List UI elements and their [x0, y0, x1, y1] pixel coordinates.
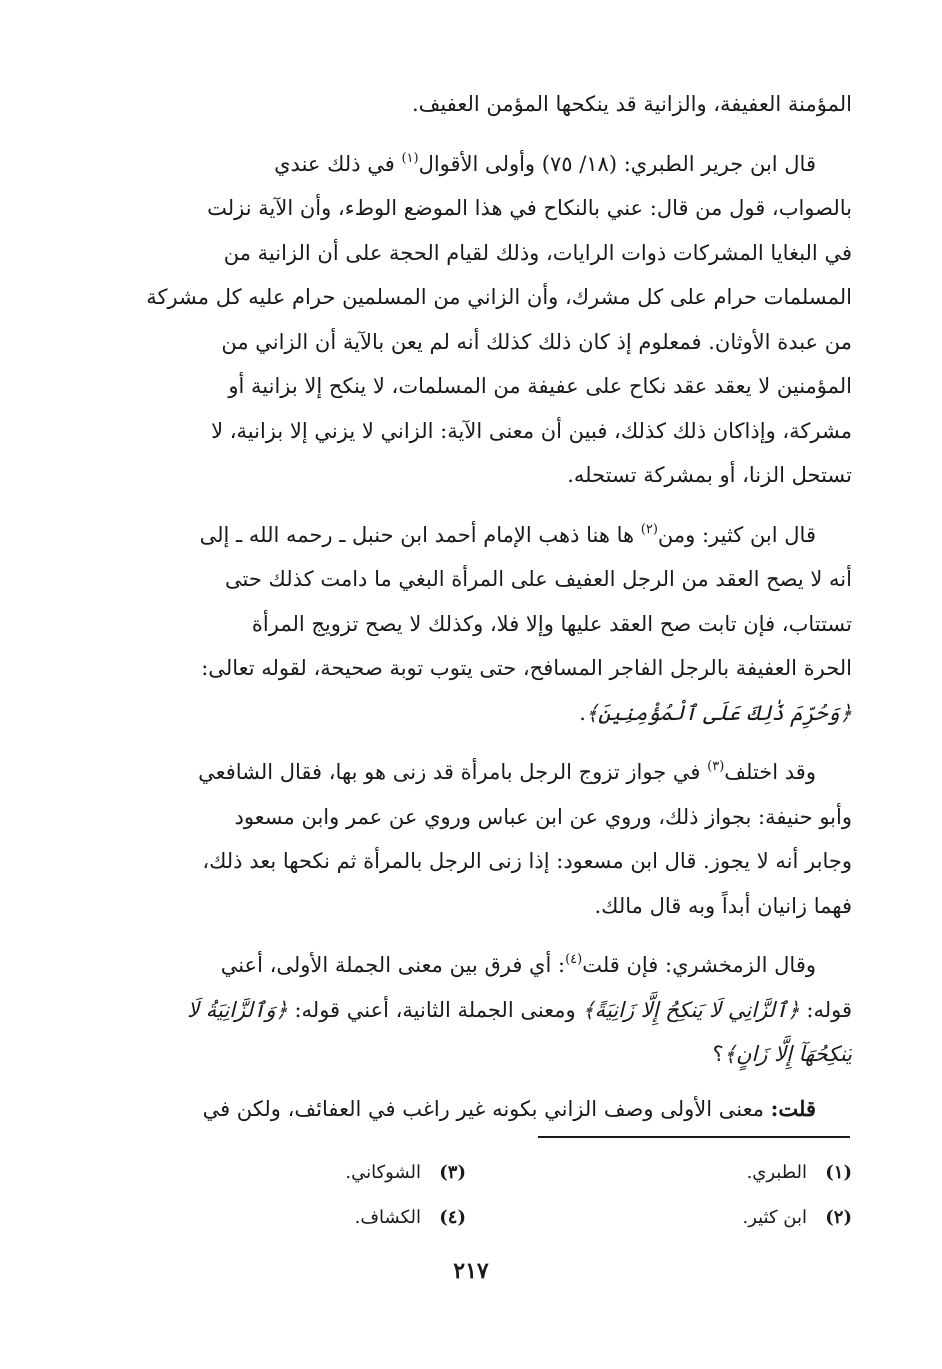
footnote-text: ابن كثير. — [742, 1207, 807, 1228]
footnotes — [80, 1150, 852, 1240]
text-span: . — [579, 700, 586, 725]
footnote — [466, 1162, 852, 1183]
paragraph-ikhtilaf — [80, 745, 852, 928]
text-span: في جواز تزوج الرجل بامرأة قد زنى هو بها، فقال الشافعي — [198, 760, 708, 784]
footnote — [466, 1207, 852, 1228]
paragraph-qultu — [80, 1087, 852, 1132]
footnote-row — [80, 1150, 852, 1195]
paragraph-tabari — [80, 137, 852, 498]
text-line — [80, 745, 852, 795]
body-text — [80, 82, 852, 1141]
paragraph-ibn-kathir — [80, 508, 852, 736]
text-line: الحرة العفيفة بالرجل الفاجر المسافح، حتى يتوب توبة صحيحة، لقوله تعالى: — [201, 656, 852, 680]
text-line — [80, 1032, 852, 1077]
paragraph-zamakhshari — [80, 938, 852, 1077]
text-line — [80, 691, 852, 736]
text-line: مشركة، وإذاكان ذلك كذلك، فبين أن معنى الآية: الزاني لا يزني إلا بزانية، لا — [211, 418, 852, 443]
text-line: تستتاب، فإن تابت صح العقد عليها وإلا فلا، وكذلك لا يصح تزويج المرأة — [251, 611, 852, 636]
text-line — [80, 988, 852, 1033]
text-span: معنى الأولى وصف الزاني بكونه غير راغب في العفائف، ولكن في — [202, 1096, 771, 1121]
paragraph-continuation — [80, 82, 852, 127]
footnote-row — [80, 1195, 852, 1240]
footnote-text: الطبري. — [746, 1162, 807, 1183]
text-line: وأبو حنيفة: بجواز ذلك، وروي عن ابن عباس وروي عن عمر وابن مسعود — [234, 804, 852, 829]
footnote-text: الشوكاني. — [345, 1162, 421, 1183]
footnote-ref-2[interactable]: (٢) — [640, 521, 658, 537]
text-span: قوله: — [799, 997, 852, 1022]
text-span: ها هنا ذهب الإمام أحمد ابن حنبل ـ رحمه الله ـ إلى — [199, 522, 641, 547]
footnote-number: (٣) — [439, 1162, 466, 1183]
text-line — [80, 938, 852, 988]
text-span: وقال الزمخشري: فإن قلت — [582, 953, 816, 977]
text-line: أنه لا يصح العقد من الرجل العفيف على المرأة البغي ما دامت كذلك حتى — [225, 567, 852, 591]
text-line — [80, 137, 852, 187]
footnote-text: الكشاف. — [354, 1207, 421, 1228]
page-number: ٢١٧ — [453, 1258, 489, 1284]
text-line: المسلمات حرام على كل مشرك، وأن الزاني من المسلمين حرام عليه كل مشركة — [146, 285, 852, 309]
text-line: تستحل الزنا، أو بمشركة تستحله. — [567, 463, 852, 487]
quran-verse: ﴿ٱلزَّانِي لَا يَنكِحُ إِلَّا زَانِيَةً﴾ — [582, 997, 800, 1022]
text-line — [80, 1087, 852, 1132]
quran-verse: ﴿وَحُرِّمَ ذَٰلِكَ عَلَى ٱلْمُؤْمِنِينَ﴾ — [585, 700, 852, 725]
text-line: من عبدة الأوثان. فمعلوم إذ كان ذلك كذلك أنه لم يعن بالآية أن الزاني من — [221, 329, 852, 354]
text-span: ؟ — [712, 1042, 724, 1066]
text-span: في ذلك عندي — [274, 151, 402, 176]
footnote-separator — [538, 1136, 850, 1138]
text-line: المؤمنة العفيفة، والزانية قد ينكحها المؤمن العفيف. — [411, 92, 852, 116]
text-span: قال ابن جرير الطبري: (١٨/ ٧٥) وأولى الأقوال — [418, 151, 816, 176]
quran-verse: يَنكِحُهَآ إِلَّا زَانٍ﴾ — [723, 1042, 852, 1066]
text-line: وجابر أنه لا يجوز. قال ابن مسعود: إذا زنى الرجل بالمرأة ثم نكحها بعد ذلك، — [202, 849, 852, 873]
text-span: قال ابن كثير: ومن — [657, 522, 816, 547]
text-line: المؤمنين لا يعقد عقد نكاح على عفيفة من المسلمات، لا ينكح إلا بزانية أو — [228, 374, 852, 398]
text-line: في البغايا المشركات ذوات الرايات، وذلك لقيام الحجة على أن الزانية من — [223, 240, 852, 265]
footnote — [80, 1207, 466, 1228]
footnote-ref-4[interactable]: (٤) — [565, 952, 583, 967]
footnote-number: (٢) — [825, 1207, 852, 1228]
footnote-number: (١) — [825, 1162, 852, 1183]
footnote — [80, 1162, 466, 1183]
quran-verse: ﴿وَٱلزَّانِيَةُ لَا — [187, 997, 288, 1022]
footnote-number: (٤) — [439, 1207, 466, 1228]
bold-term: قلت: — [770, 1095, 816, 1121]
text-span: ومعنى الجملة الثانية، أعني قوله: — [287, 997, 583, 1022]
text-line: فهما زانيان أبداً وبه قال مالك. — [594, 893, 852, 918]
text-line — [80, 508, 852, 558]
footnote-ref-1[interactable]: (١) — [401, 150, 419, 166]
text-span: : أي فرق بين معنى الجملة الأولى، أعني — [220, 953, 566, 977]
text-line: بالصواب، قول من قال: عني بالنكاح في هذا الموضع الوطء، وأن الآية نزلت — [207, 196, 852, 220]
text-span: وقد اختلف — [724, 760, 816, 784]
footnote-ref-3[interactable]: (٣) — [707, 759, 725, 774]
